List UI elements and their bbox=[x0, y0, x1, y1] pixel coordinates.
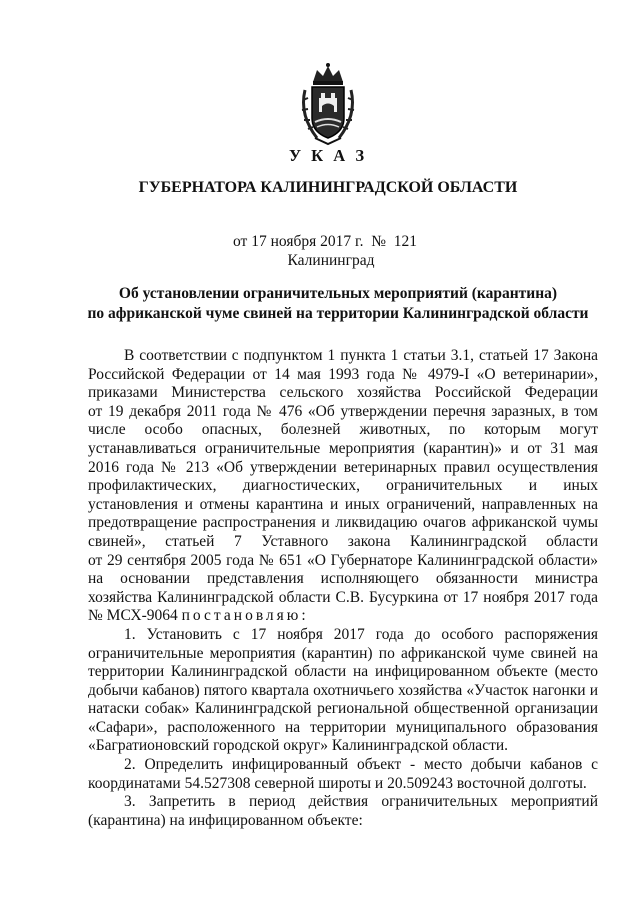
decree-word: постановляю: bbox=[181, 607, 309, 625]
issuer-heading: ГУБЕРНАТОРА КАЛИНИНГРАДСКОЙ ОБЛАСТИ bbox=[138, 179, 518, 196]
item-1-line: добычи кабанов) пятого квартала охотничьего хозяйства «Участок нагонки и bbox=[88, 681, 598, 699]
decree-clause-line bbox=[88, 607, 598, 626]
preamble-line: свиней», статьей 7 Уставного закона Калининградской области bbox=[88, 532, 598, 550]
decree-body bbox=[88, 347, 598, 830]
preamble-line: хозяйства Калининградской области С.В. Бусуркина от 17 ноября 2017 года bbox=[88, 588, 598, 606]
preamble-line: устанавливаться ограничительные мероприятия (карантин)» и от 31 мая bbox=[88, 439, 598, 457]
item-3-line: (карантина) на инфицированном объекте: bbox=[88, 811, 363, 829]
preamble-line: профилактических, диагностических, ограничительных и иных bbox=[88, 477, 598, 495]
coat-of-arms-emblem bbox=[295, 60, 361, 146]
item-1-line: 1. Установить с 17 ноября 2017 года до особого распоряжения bbox=[124, 625, 598, 643]
preamble-line: на основании представления исполняющего обязанности министра bbox=[88, 570, 598, 588]
item-1-line: «Багратионовский городской округ» Калининградской области. bbox=[88, 737, 509, 755]
decree-subject bbox=[60, 284, 616, 324]
preamble-line: от 29 сентября 2005 года № 651 «О Губернаторе Калининградской области» bbox=[88, 551, 598, 569]
subject-line: Об установлении ограничительных мероприятий (карантина) bbox=[118, 285, 558, 302]
item-2-line: координатами 54.527308 северной широты и 20.509243 восточной долготы. bbox=[88, 774, 587, 792]
preamble-line: 2016 года № 213 «Об утверждении ветеринарных правил осуществления bbox=[88, 458, 598, 476]
preamble-line: от 19 декабря 2011 года № 476 «Об утверждении перечня заразных, в том bbox=[88, 402, 598, 420]
date-number-line: от 17 ноября 2017 г. № 121 bbox=[233, 233, 417, 250]
item-2-line: 2. Определить инфицированный объект - место добычи кабанов с bbox=[124, 756, 598, 774]
decree-reference: № МСХ-9064 bbox=[88, 607, 178, 625]
preamble-line: предотвращение распространения и ликвидацию очагов африканской чумы bbox=[88, 514, 598, 532]
document-type-heading: У К А З bbox=[288, 146, 368, 165]
item-1-line: ограничительные мероприятия (карантин) по африканской чуме свиней на bbox=[88, 644, 598, 662]
item-1-line: территории Калининградской области на инфицированном объекте (место bbox=[88, 663, 598, 681]
city-line: Калининград bbox=[287, 252, 375, 269]
preamble-line: В соответствии с подпунктом 1 пункта 1 статьи 3.1, статьей 17 Закона bbox=[124, 347, 598, 364]
item-1-line: натаски собак» Калининградской региональной общественной организации bbox=[88, 700, 598, 718]
item-3-line: 3. Запретить в период действия ограничительных мероприятий bbox=[124, 793, 598, 811]
preamble-line: приказами Министерства сельского хозяйства Российской Федерации bbox=[88, 384, 598, 402]
preamble-line: числе особо опасных, болезней животных, по которым могут bbox=[88, 421, 598, 439]
preamble-line: установления и отмены карантина и иных ограничений, направленных на bbox=[88, 495, 598, 513]
item-1-line: «Сафари», расположенного на территории муниципального образования bbox=[88, 718, 598, 736]
subject-line: по африканской чуме свиней на территории Калининградской области bbox=[87, 305, 589, 322]
preamble-line: Российской Федерации от 14 мая 1993 года № 4979-I «О ветеринарии», bbox=[88, 365, 598, 383]
